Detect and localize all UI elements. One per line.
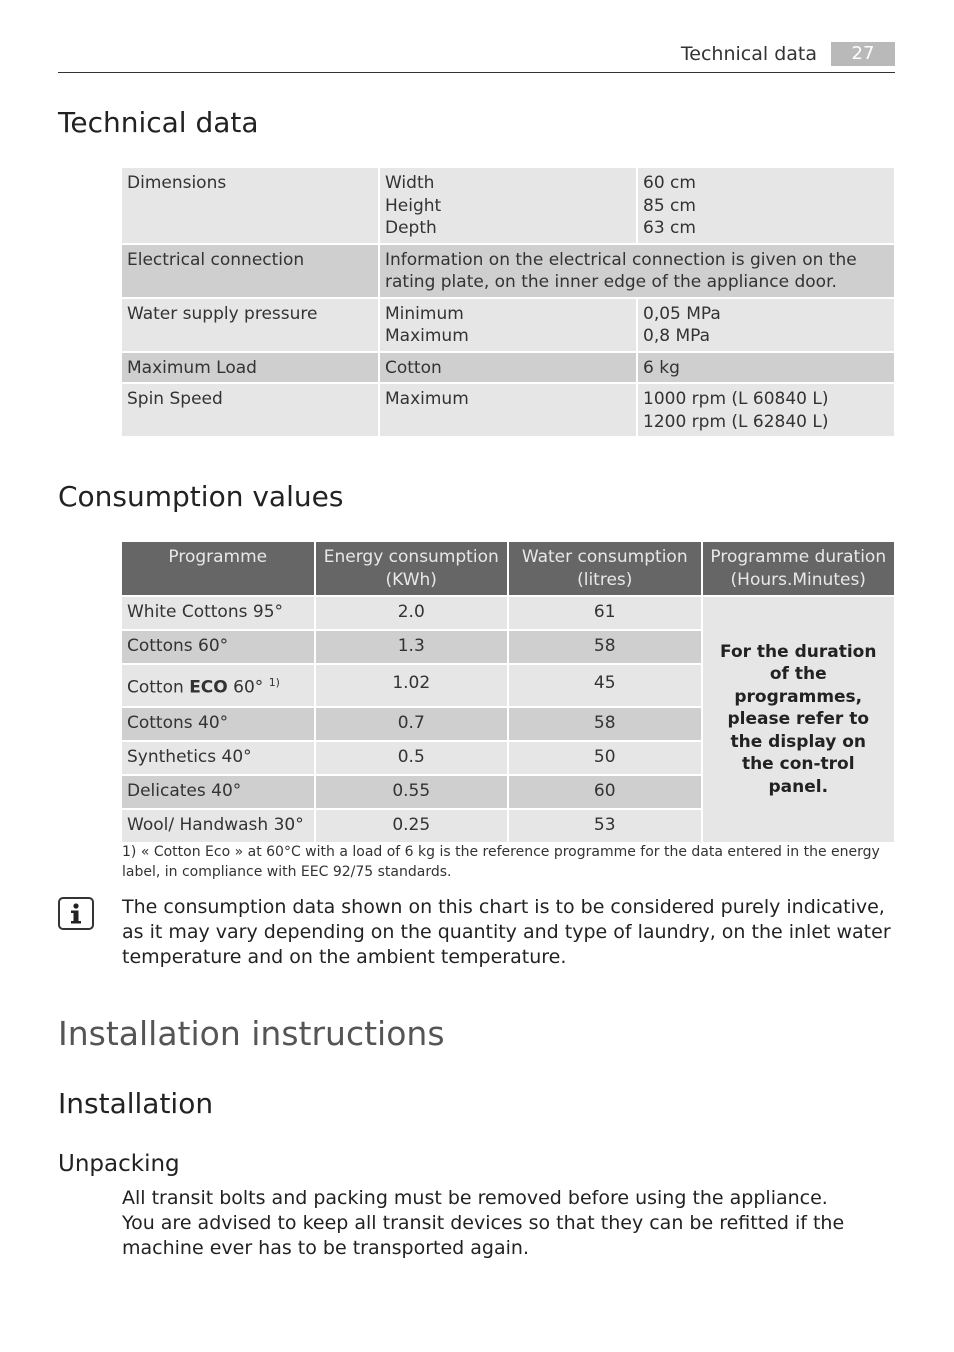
table-row (122, 168, 894, 243)
programme-cell: Synthetics 40° (122, 742, 314, 774)
energy-cell: 2.0 (316, 597, 508, 629)
water-cell: 53 (509, 810, 701, 842)
energy-cell: 1.3 (316, 631, 508, 663)
info-icon-glyph (60, 899, 92, 928)
energy-cell: 0.25 (316, 810, 508, 842)
programme-cell: Wool/ Handwash 30° (122, 810, 314, 842)
installation-heading: Installation (58, 1087, 214, 1120)
tech-param: Cotton (380, 353, 636, 383)
footnote: 1) « Cotton Eco » at 60°C with a load of 6 kg is the reference programme for the data entered in the energy label, in compliance with EEC 92/75 standards. (122, 844, 880, 880)
technical-data-heading: Technical data (58, 106, 259, 139)
tech-param: Maximum (380, 384, 636, 436)
programme-text: Cotton (127, 677, 190, 698)
page-number: 27 (831, 42, 895, 66)
tech-label: Maximum Load (122, 353, 378, 383)
tech-label: Dimensions (122, 168, 378, 243)
tech-param: Width Height Depth (380, 168, 636, 243)
info-note: The consumption data shown on this chart is to be considered purely indicative, as it may vary depending on the quantity and type of laundry, on the inlet water temperature and on the ambient temperature. (122, 896, 891, 968)
info-icon (58, 897, 94, 930)
water-cell: 45 (509, 665, 701, 706)
unpacking-paragraph: All transit bolts and packing must be removed before using the appliance. (122, 1187, 828, 1209)
consumption-table (120, 540, 896, 844)
programme-cell: Cottons 40° (122, 708, 314, 740)
programme-cell: Delicates 40° (122, 776, 314, 808)
table-row (122, 597, 894, 629)
tech-label: Electrical connection (122, 245, 378, 297)
water-cell: 61 (509, 597, 701, 629)
water-cell: 60 (509, 776, 701, 808)
tech-value: 6 kg (638, 353, 894, 383)
water-cell: 50 (509, 742, 701, 774)
consumption-values-heading: Consumption values (58, 480, 344, 513)
column-header: Water consumption (litres) (509, 542, 701, 595)
page-header (58, 42, 895, 73)
technical-data-table (120, 166, 896, 438)
column-header: Programme (122, 542, 314, 595)
tech-value: 1000 rpm (L 60840 L) 1200 rpm (L 62840 L) (638, 384, 894, 436)
table-row (122, 384, 894, 436)
installation-instructions-title: Installation instructions (58, 1014, 445, 1053)
programme-cell: White Cottons 95° (122, 597, 314, 629)
tech-param: Information on the electrical connection is given on the rating plate, on the inner edge of the appliance door. (380, 245, 894, 297)
table-row (122, 299, 894, 351)
footnote-marker: 1) (268, 676, 280, 689)
tech-value: 0,05 MPa 0,8 MPa (638, 299, 894, 351)
column-header: Energy consumption (KWh) (316, 542, 508, 595)
table-row (122, 245, 894, 297)
energy-cell: 0.5 (316, 742, 508, 774)
programme-cell: Cottons 60° (122, 631, 314, 663)
unpacking-paragraph: You are advised to keep all transit devices so that they can be refitted if the machine ever has to be transported again. (122, 1212, 845, 1259)
energy-cell: 0.7 (316, 708, 508, 740)
header-section-title: Technical data (680, 43, 817, 65)
tech-param: Minimum Maximum (380, 299, 636, 351)
eco-label: ECO (189, 677, 228, 698)
unpacking-heading: Unpacking (58, 1151, 180, 1177)
column-header: Programme duration (Hours.Minutes) (703, 542, 895, 595)
water-cell: 58 (509, 631, 701, 663)
table-row (122, 353, 894, 383)
tech-label: Spin Speed (122, 384, 378, 436)
tech-value: 60 cm 85 cm 63 cm (638, 168, 894, 243)
energy-cell: 1.02 (316, 665, 508, 706)
tech-label: Water supply pressure (122, 299, 378, 351)
programme-cell (122, 665, 314, 706)
energy-cell: 0.55 (316, 776, 508, 808)
programme-text: 60° (227, 677, 264, 698)
duration-note: For the duration of the programmes, please refer to the display on the con-trol panel. (703, 597, 895, 842)
water-cell: 58 (509, 708, 701, 740)
table-header-row (122, 542, 894, 595)
